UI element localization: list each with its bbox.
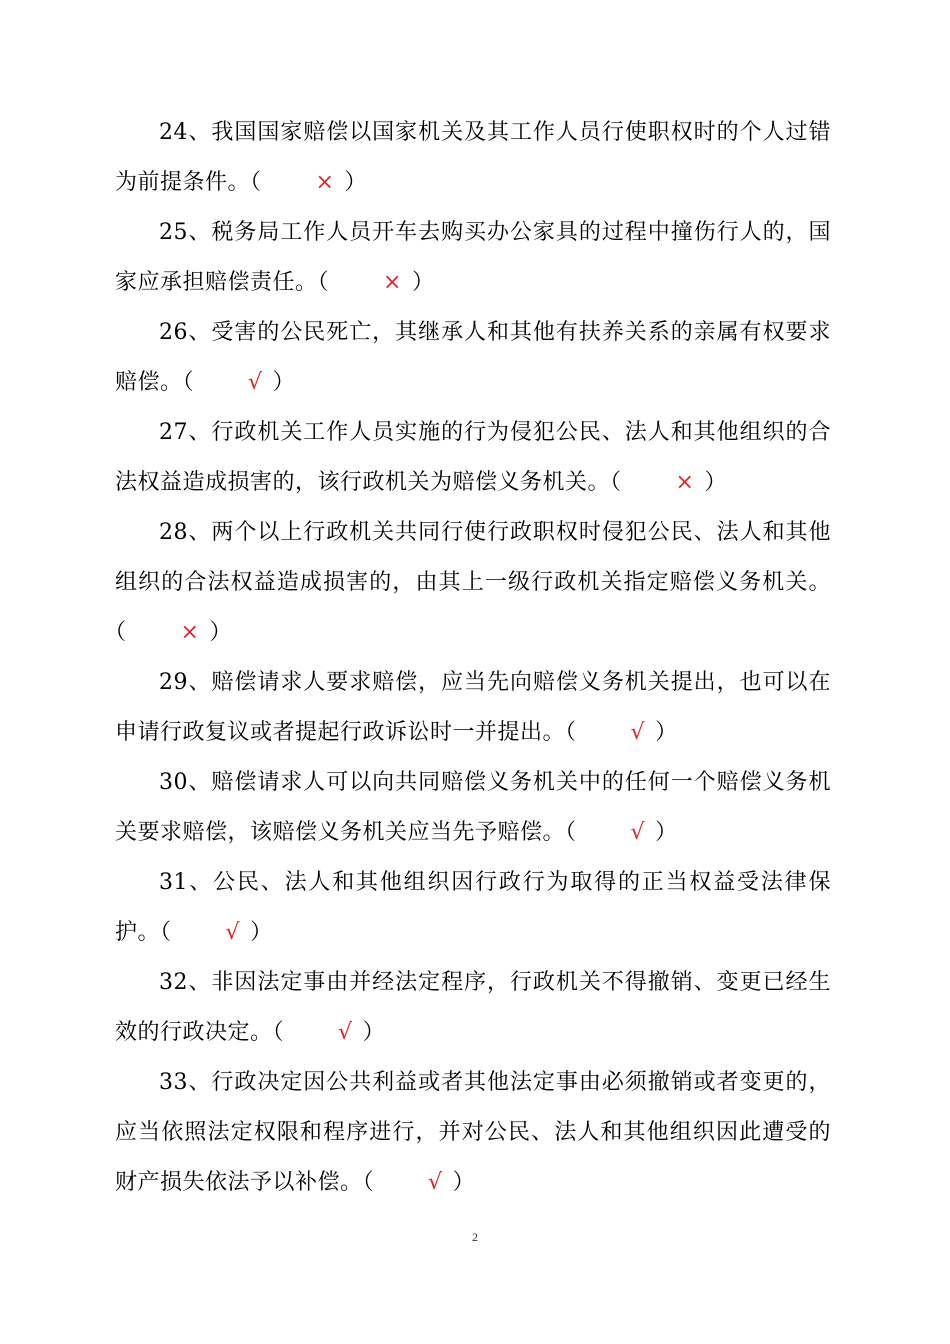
question-item [115,958,831,1058]
question-text: 29、赔偿请求人要求赔偿，应当先向赔偿义务机关提出，也可以在申请行政复议或者提起行政诉讼时一并提出。 [115,670,831,745]
question-text: 25、税务局工作人员开车去购买办公家具的过程中撞伤行人的，国家应承担赔偿责任。 [115,220,831,295]
answer-bracket: （ √ ） [565,820,678,845]
answer-bracket: （ × ） [610,470,727,495]
answer-bracket: （ √ ） [183,370,296,395]
question-list [115,108,831,1208]
question-text: 26、受害的公民死亡，其继承人和其他有扶养关系的亲属有权要求赔偿。 [115,320,831,395]
answer-mark: × [383,270,402,295]
question-item [115,858,831,958]
question-item [115,508,831,658]
answer-bracket: （ × ） [318,270,435,295]
question-item [115,208,831,308]
question-item [115,1058,831,1208]
answer-mark: √ [428,1170,443,1195]
answer-bracket: （ √ ） [273,1020,386,1045]
answer-mark: × [180,620,200,645]
question-text: 33、行政决定因公共利益或者其他法定事由必须撤销或者变更的，应当依照法定权限和程序进行，并对公民、法人和其他组织因此遭受的财产损失依法予以补偿。 [115,1070,831,1195]
question-item [115,758,831,858]
answer-bracket: （ √ ） [160,920,273,945]
question-text: 31、公民、法人和其他组织因行政行为取得的正当权益受法律保护。 [115,870,831,945]
question-item [115,658,831,758]
question-text: 27、行政机关工作人员实施的行为侵犯公民、法人和其他组织的合法权益造成损害的，该行政机关为赔偿义务机关。 [115,420,831,495]
answer-mark: √ [630,820,646,845]
answer-bracket: （ × ） [115,620,232,645]
answer-mark: × [675,470,695,495]
answer-mark: √ [248,370,263,395]
answer-bracket: （ √ ） [565,720,678,745]
question-item [115,308,831,408]
question-text: 24、我国国家赔偿以国家机关及其工作人员行使职权时的个人过错为前提条件。 [115,120,831,195]
answer-mark: √ [225,920,241,945]
answer-mark: √ [338,1020,353,1045]
question-text: 32、非因法定事由并经法定程序，行政机关不得撤销、变更已经生效的行政决定。 [115,970,831,1045]
page-number: 2 [472,1230,478,1244]
answer-mark: √ [630,720,646,745]
answer-bracket: （ √ ） [363,1170,476,1195]
question-text: 28、两个以上行政机关共同行使行政职权时侵犯公民、法人和其他组织的合法权益造成损害的，由其上一级行政机关指定赔偿义务机关。 [115,520,831,595]
question-text: 30、赔偿请求人可以向共同赔偿义务机关中的任何一个赔偿义务机关要求赔偿，该赔偿义务机关应当先予赔偿。 [115,770,831,845]
answer-bracket: （ × ） [250,170,367,195]
question-item [115,108,831,208]
question-item [115,408,831,508]
answer-mark: × [315,170,335,195]
